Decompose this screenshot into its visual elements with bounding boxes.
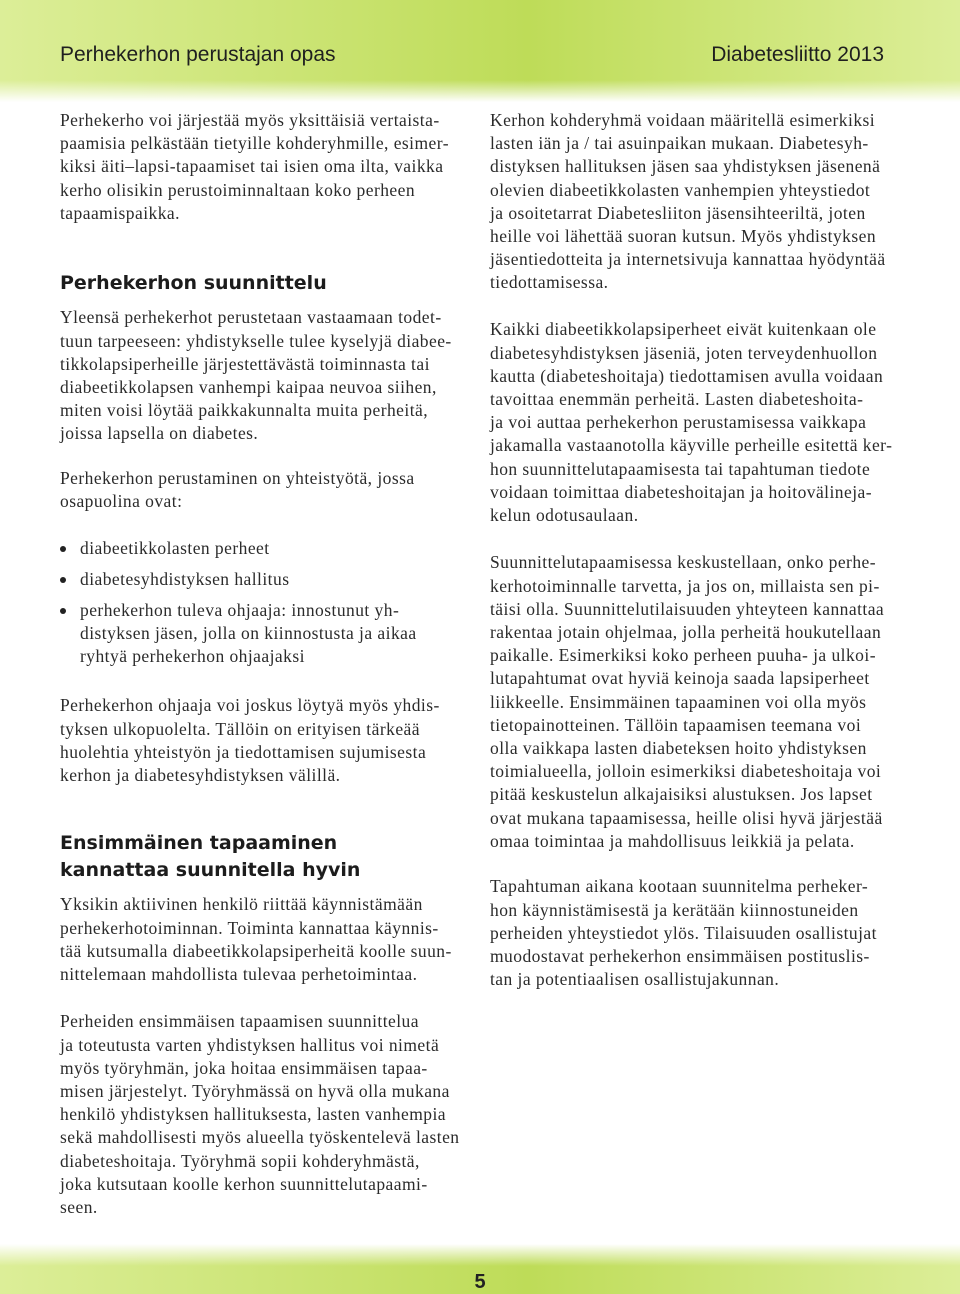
document-title: Perhekerhon perustajan opas [60, 43, 336, 66]
page-number: 5 [474, 1271, 486, 1293]
right-column [490, 109, 940, 991]
list-item-text: diabetesyhdistyksen hallitus [80, 568, 290, 589]
leader-paragraph: Perhekerhon ohjaaja voi joskus löytyä myös yhdis- tyksen ulkopuolelta. Tällöin on erityisen tärkeää huolehtia yhteistyön ja tiedottamisen sujumisesta kerhon ja diabetesyhdistyksen välillä. [60, 695, 440, 786]
list-item-text: perhekerhon tuleva ohjaaja: innostunut yh- distyksen jäsen, jolla on kiinnostusta ja aikaa ryhtyä perhekerhon ohjaajaksi [80, 599, 417, 667]
bullet-icon [60, 546, 66, 552]
event-outcome-paragraph: Tapahtuman aikana kootaan suunnitelma perheker- hon käynnistämisestä ja kerätään kiinnostuneiden perheiden yhteystiedot ylös. Tilaisuuden osallistujat muodostavat perhekerhon ensimmäisen postituslis- tan ja potentiaalisen osallistujakunnan. [490, 876, 877, 990]
healthcare-outreach-paragraph: Kaikki diabeetikkolapsiperheet eivät kuitenkaan ole diabetesyhdistyksen jäseniä, joten terveydenhuollon kautta (diabeteshoitaja) tiedottamisen avulla voidaan tavoittaa enemmän perheitä. Lasten diabeteshoita- ja voi auttaa perhekerhon perustamisessa vaikkapa jakamalla vastaanotolla käyville perheille esitettä ker- hon suunnittelutapaamisesta tai tapahtuman tiedote voidaan toimittaa diabeteshoitajan ja hoitovälineja- kelun odotusaulaan. [490, 319, 893, 526]
section-heading-planning: Perhekerhon suunnittelu [60, 272, 327, 295]
bullet-icon [60, 577, 66, 583]
list-item [60, 537, 480, 560]
partners-intro-paragraph: Perhekerhon perustaminen on yhteistyötä, jossa osapuolina ovat: [60, 467, 415, 511]
target-group-paragraph: Kerhon kohderyhmä voidaan määritellä esimerkiksi lasten iän ja / tai asuinpaikan mukaan. Diabetesyh- distyksen hallituksen jäsen saa yhdistyksen jäsenenä olevien diabeetikkolasten vanhempien yhteystiedot ja osoitetarrat Diabetesliiton jäsensihteeriltä, joten heille voi lähettää suoran kutsun. Myös yhdistyksen jäsentiedotteita ja internetsivuja kannattaa hyödyntää tiedottamisessa. [490, 110, 886, 293]
left-column [60, 109, 480, 1219]
section-heading-first-meeting: Ensimmäinen tapaaminen kannattaa suunnitella hyvin [60, 831, 361, 881]
partners-bullet-list [60, 537, 480, 669]
first-meeting-paragraph: Yksikin aktiivinen henkilö riittää käynnistämään perhekerhotoiminnan. Toiminta kannattaa käynnis- tää kutsumalla diabeetikkolapsiperheitä koolle suun- nittelemaan mahdollista tulevaa perhetoimintaa. [60, 894, 452, 985]
bullet-icon [60, 608, 66, 614]
intro-paragraph: Perhekerho voi järjestää myös yksittäisiä vertaista- paamisia pelkästään tietyille kohderyhmille, esimer- kiksi äiti–lapsi-tapaamiset tai isien oma ilta, vaikka kerho olisikin perustoiminnaltaan koko perheen tapaamispaikka. [60, 110, 449, 223]
working-group-paragraph: Perheiden ensimmäisen tapaamisen suunnittelua ja toteutusta varten yhdistyksen hallitus voi nimetä myös työryhmän, joka hoitaa ensimmäisen tapaa- misen järjestelyt. Työryhmässä on hyvä olla mukana henkilö yhdistyksen hallituksesta, lasten vanhempia sekä mahdollisesti myös alueella työskentelevä lasten diabeteshoitaja. Työryhmä sopii kohderyhmästä, joka kutsutaan koolle kerhon suunnittelutapaami- seen. [60, 1011, 460, 1218]
planning-paragraph: Yleensä perhekerhot perustetaan vastaamaan todet- tuun tarpeeseen: yhdistykselle tulee kyselyjä diabee- tikkolapsiperheille järjestettävästä toiminnasta tai diabeetikkolapsen vanhempi kaipaa neuvoa siihen, miten voisi löytää paikkakunnalta muita perheitä, joissa lapsella on diabetes. [60, 307, 452, 444]
list-item [60, 568, 480, 591]
planning-meeting-paragraph: Suunnittelutapaamisessa keskustellaan, onko perhe- kerhotoiminnalle tarvetta, ja jos on, millaista sen pi- täisi olla. Suunnittelutilaisuuden yhteyteen kannattaa rakentaa jotain ohjelmaa, jolla perheitä houkutellaan paikalle. Esimerkiksi koko perheen puuha- ja ulkoi- lutapahtumat ovat hyviä keinoja saada lapsiperheet liikkeelle. Ensimmäinen tapaaminen voi olla myös tietopainotteinen. Tällöin tapaamisen teemana voi olla vaikkapa lasten diabeteksen hoito yhdistyksen toimialueella, jolloin esimerkiksi diabeteshoitaja voi pitää keskustelun alkajaisiksi alustuksen. Jos lapset ovat mukana tapaamisessa, heille olisi hyvä järjestää omaa toimintaa ja mahdollisuus leikkiä ja pelata. [490, 552, 885, 851]
list-item [60, 599, 480, 669]
publisher-year: Diabetesliitto 2013 [711, 43, 884, 66]
list-item-text: diabeetikkolasten perheet [80, 537, 270, 558]
